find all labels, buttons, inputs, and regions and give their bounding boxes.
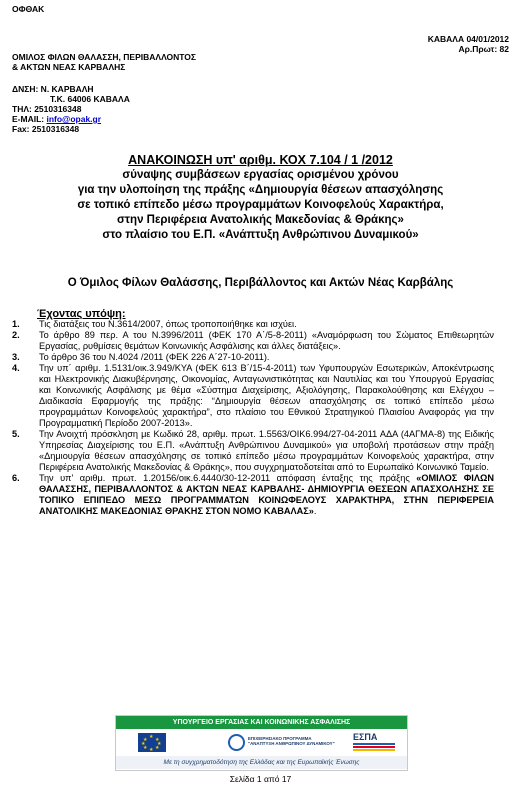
- email-label: E-MAIL:: [12, 114, 47, 124]
- list-item: [12, 363, 494, 429]
- protocol-number: Αρ.Πρωτ: 82: [458, 44, 509, 54]
- phone-line: ΤΗΛ: 2510316348: [12, 104, 82, 114]
- item-number: 2.: [12, 330, 20, 340]
- item-text: Την Ανοιχτή πρόσκληση με Κωδικό 28, αριθμ. πρωτ. 1.5563/ΟΙΚ6.994/27-04-2011 ΑΔΑ (4ΑΓΜΑ-8) της Ειδικής Υπηρεσίας Διαχείρισης του Ε.Π. «Ανάπτυξη Ανθρώπινου Δυναμικού» για υποβολή προτάσεων στην πράξη «Δημιουργία θέσεων απασχόλησης σε τοπικό επίπεδο μέσω προγραμμάτων Κοινοφελούς χαρακτήρα, στην Περιφέρεια Ανατολικής Μακεδονίας & Θράκης», που συγχρηματοδοτείται από το Ευρωπαϊκό Κοινωνικό Ταμείο.: [39, 429, 494, 472]
- list-item: [12, 429, 494, 473]
- item-number: 1.: [12, 319, 20, 329]
- ministry-banner: ΥΠΟΥΡΓΕΙΟ ΕΡΓΑΣΙΑΣ ΚΑΙ ΚΟΙΝΩΝΙΚΗΣ ΑΣΦΑΛΙΣΗΣ: [116, 716, 407, 729]
- cofinancing-logo-banner: [115, 715, 408, 771]
- title-line-3: για την υλοποίηση της πράξης «Δημιουργία θέσεων απασχόλησης: [77, 184, 444, 196]
- organization-line-2: & ΑΚΤΩΝ ΝΕΑΣ ΚΑΡΒΑΛΗΣ: [12, 62, 126, 72]
- item-text: Τις διατάξεις του Ν.3614/2007, όπως τροποποιήθηκε και ισχύει.: [39, 319, 297, 329]
- item-number: 6.: [12, 473, 20, 483]
- title-line-2: σύναψης συμβάσεων εργασίας ορισμένου χρόνου: [122, 169, 399, 181]
- item-number: 5.: [12, 429, 20, 439]
- announcement-number: ΑΝΑΚΟΙΝΩΣΗ υπ' αριθμ. ΚΟΧ 7.104 / 1 /2012: [128, 153, 393, 167]
- having-regard-heading: Έχοντας υπόψη:: [37, 308, 126, 320]
- title-line-4: σε τοπικό επίπεδο μέσω προγραμμάτων Κοινοφελούς Χαρακτήρα,: [77, 199, 444, 211]
- date-protocol-block: [428, 34, 509, 54]
- postcode-line: Τ.Κ. 64006 ΚΑΒΑΛΑ: [50, 94, 130, 104]
- item-text-bold: «ΟΜΙΛΟΣ ΦΙΛΩΝ ΘΑΛΑΣΣΗΣ, ΠΕΡΙΒΑΛΛΟΝΤΟΣ & ΑΚΤΩΝ ΝΕΑΣ ΚΑΡΒΑΛΗΣ- ΔΗΜΙΟΥΡΓΙΑ ΘΕΣΕΩΝ ΑΠΑΣΧΟΛΗΣΗΣ ΣΕ ΤΟΠΙΚΟ ΕΠΙΠΕΔΟ ΜΕΣΩ ΠΡΟΓΡΑΜΜΑΤΩΝ ΚΟΙΝΩΦΕΛΟΥΣ ΧΑΡΑΚΤΗΡΑ, ΣΤΗΝ ΠΕΡΙΦΕΡΕΙΑ ΑΝΑΤΟΛΙΚΗΣ ΜΑΚΕΔΟΝΙΑΣ ΘΡΑΚΗΣ ΣΤΟΝ ΝΟΜΟ ΚΑΒΑΛΑΣ»: [39, 473, 494, 516]
- email-link[interactable]: info@opak.gr: [46, 114, 102, 124]
- email-line: [12, 114, 312, 124]
- announcement-title: [20, 153, 501, 243]
- address-line: ΔΝΣΗ: Ν. ΚΑΡΒΑΛΗ: [12, 84, 94, 94]
- item-text: Το άρθρο 36 του Ν.4024 /2011 (ΦΕΚ 226 Α΄27-10-2011).: [39, 352, 270, 362]
- item-number: 3.: [12, 352, 20, 362]
- list-item: [12, 319, 494, 330]
- item-text: Την υπ΄ αριθμ. 1.5131/οικ.3.949/ΚΥΑ (ΦΕΚ 613 Β΄/15-4-2011) των Υφυπουργών Εσωτερικών, Αποκέντρωσης και Ηλεκτρονικής Διακυβέρνησης, Οικονομίας, Ανταγωνιστικότητας και Ναυτιλίας και του Υπουργού Εργασίας και Κοινωνικής Ασφάλισης με θέμα «Σύστημα Διαχείρισης, Αξιολόγησης, Παρακολούθησης και Ελέγχου – Διαδικασία Εφαρμογής της πράξης: “Δημιουργία θέσεων απασχόλησης σε τοπικό επίπεδο μέσω προγραμμάτων Κοινοφελούς χαρακτήρα”, στο πλαίσιο του Εθνικού Στρατηγικού Πλαισίου Αναφοράς για την Προγραμματική Περίοδο 2007-2013».: [39, 363, 494, 428]
- considerations-list: [12, 319, 494, 517]
- fax-line: Fax: 2510316348: [12, 124, 80, 134]
- organization-line-1: ΟΜΙΛΟΣ ΦΙΛΩΝ ΘΑΛΑΣΣΗ, ΠΕΡΙΒΑΛΛΟΝΤΟΣ: [12, 52, 197, 62]
- operational-programme-logo-icon: [228, 733, 335, 753]
- list-item: [12, 330, 494, 352]
- list-item: [12, 352, 494, 363]
- organization-name: [12, 52, 312, 72]
- programme-name: ΕΠΙΧΕΙΡΗΣΙΑΚΟ ΠΡΟΓΡΑΜΜΑ "ΑΝΑΠΤΥΞΗ ΑΝΘΡΩΠΙΝΟΥ ΔΥΝΑΜΙΚΟΥ": [248, 736, 335, 746]
- item-text-end: .: [313, 506, 317, 516]
- title-line-5: στην Περιφέρεια Ανατολικής Μακεδονίας & Θράκης»: [117, 214, 404, 226]
- espa-label: ΕΣΠΑ: [353, 732, 378, 742]
- cofinancing-text: Με τη συγχρηματοδότηση της Ελλάδας και της Ευρωπαϊκής Ένωσης: [116, 756, 407, 769]
- list-item: [12, 473, 494, 517]
- page-number: Σελίδα 1 από 17: [229, 774, 292, 784]
- document-tag: ΟΦΘΑΚ: [12, 4, 45, 14]
- logo-row: [116, 729, 407, 756]
- item-text: Το άρθρο 89 περ. Α του Ν.3996/2011 (ΦΕΚ 170 Α΄/5-8-2011) «Αναμόρφωση του Σώματος Επιθεωρητών Εργασίας, ρυθμίσεις θεμάτων Κοινωνικής Ασφάλισης και άλλες διατάξεις».: [39, 330, 494, 351]
- item-text: Την υπ' αριθμ. πρωτ. 1.20156/οικ.6.4440/30-12-2011 απόφαση ένταξης της πράξης: [39, 473, 417, 483]
- espa-logo-icon: [353, 732, 395, 753]
- title-line-6: στο πλαίσιο του Ε.Π. «Ανάπτυξη Ανθρώπινου Δυναμικού»: [102, 229, 419, 241]
- item-number: 4.: [12, 363, 20, 373]
- organization-heading: Ο Όμιλος Φίλων Θαλάσσης, Περιβάλλοντος και Ακτών Νέας Καρβάλης: [67, 277, 454, 289]
- document-date: ΚΑΒΑΛΑ 04/01/2012: [427, 34, 509, 44]
- contact-block: [12, 84, 312, 134]
- eu-flag-icon: ★ ★ ★ ★ ★ ★ ★ ★: [138, 733, 166, 752]
